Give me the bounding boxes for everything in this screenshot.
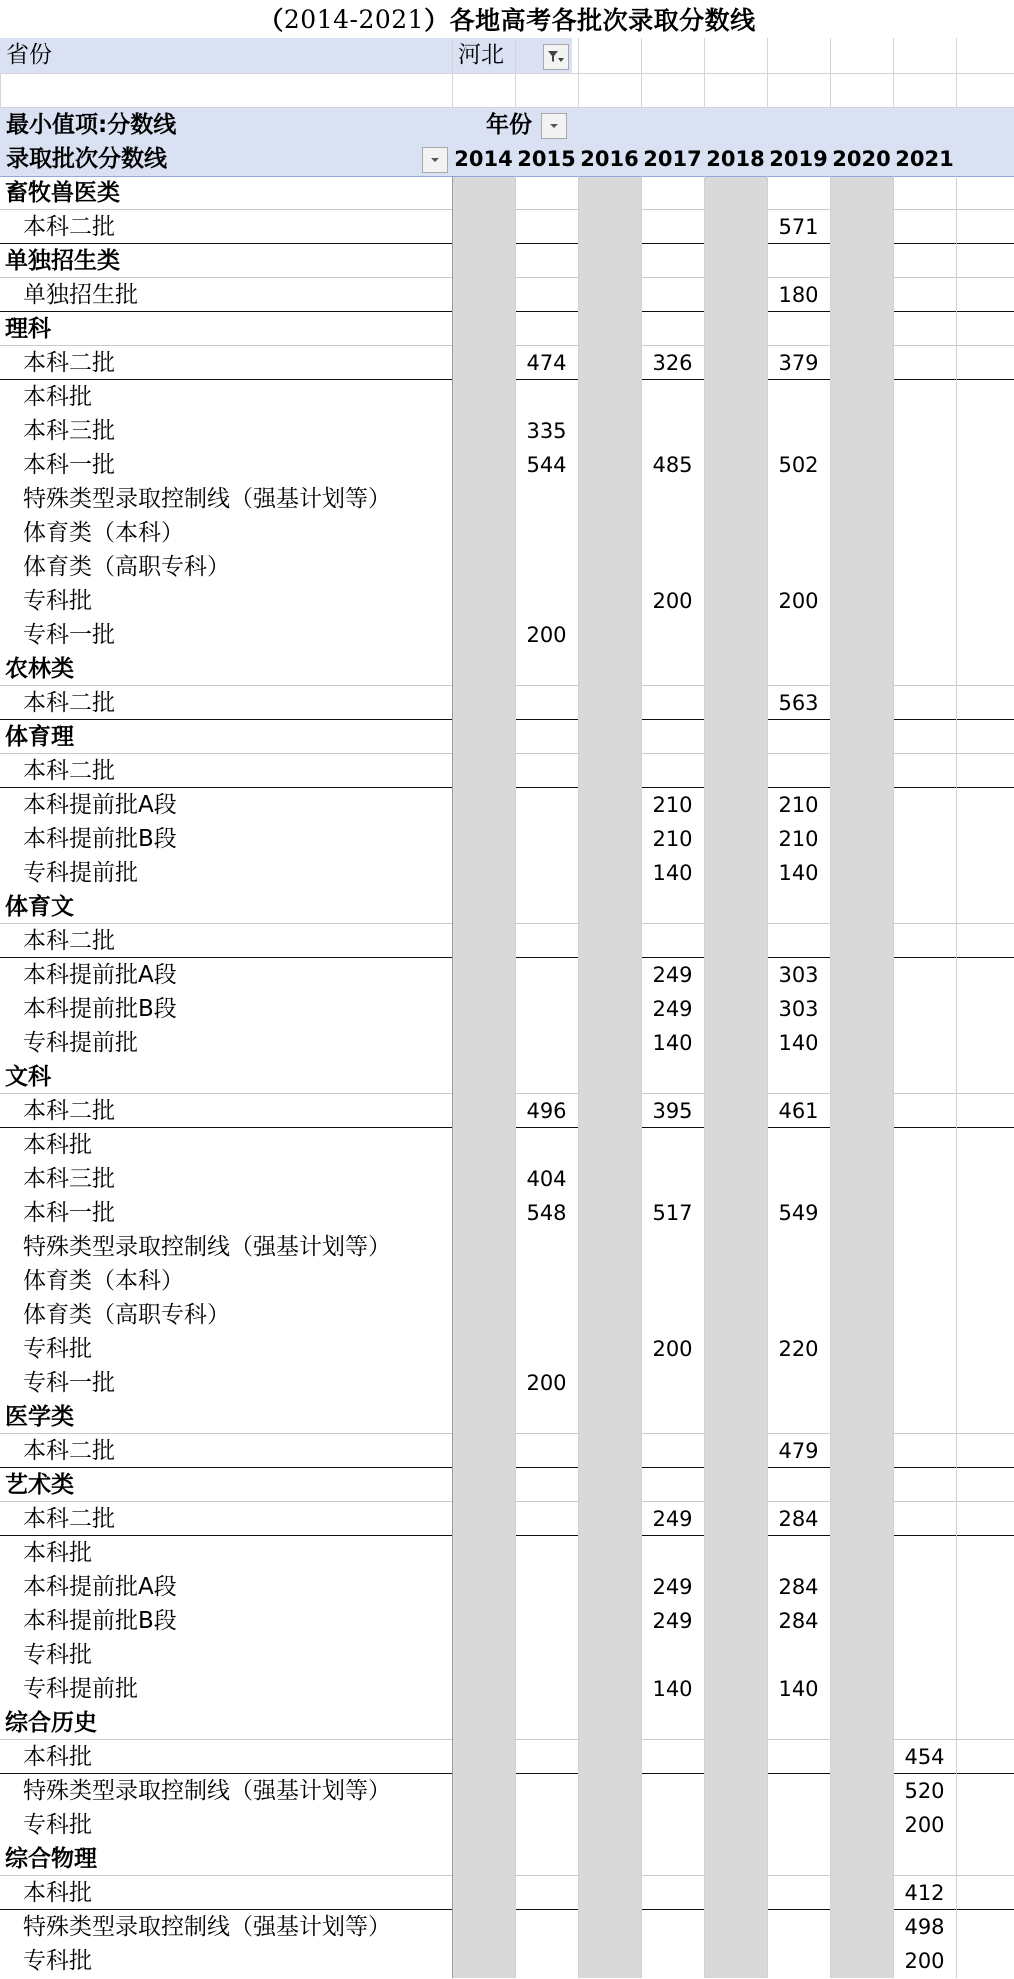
row-label: 体育类（高职专科） [23,1302,230,1328]
cell-value: 200 [526,623,567,647]
row-label: 专科批 [23,1336,92,1362]
header-divider [0,176,1014,177]
gridline [641,176,642,1978]
cell-value: 496 [526,1099,567,1123]
filter-icon [547,50,565,64]
row-label: 专科一批 [23,622,115,648]
row-label: 本科三批 [23,1166,115,1192]
row-label: 体育类（本科） [23,1268,184,1294]
cell-value: 200 [526,1371,567,1395]
gridline [0,107,1014,108]
group-label: 体育文 [5,894,74,920]
group-label: 艺术类 [5,1472,74,1498]
row-label: 本科批 [23,1744,92,1770]
row-label: 本科提前批A段 [23,792,177,818]
year-column-shade [704,176,767,1978]
row-label: 本科二批 [23,214,115,240]
gridline [956,176,957,1978]
cell-value: 517 [652,1201,693,1225]
cell-value: 412 [904,1881,945,1905]
row-label: 本科二批 [23,1438,115,1464]
cell-value: 140 [652,1031,693,1055]
row-label: 本科批 [23,1880,92,1906]
row-label: 本科二批 [23,1098,115,1124]
cell-value: 485 [652,453,693,477]
year-header-2016: 2016 [580,147,639,171]
value-field-label: 最小值项:分数线 [6,112,177,138]
gridline [767,176,768,1978]
year-header-2021: 2021 [895,147,954,171]
row-label: 专科一批 [23,1370,115,1396]
year-header-2020: 2020 [832,147,891,171]
row-label: 特殊类型录取控制线（强基计划等） [23,1778,391,1804]
year-header-2014: 2014 [454,147,513,171]
cell-value: 571 [778,215,819,239]
gridline [0,73,1014,74]
row-label: 本科提前批B段 [23,1608,177,1634]
group-label: 农林类 [5,656,74,682]
cell-value: 544 [526,453,567,477]
group-label: 综合物理 [5,1846,97,1872]
title-suffix: ）各地高考各批次录取分数线 [424,6,756,35]
sheet-title [0,0,1014,38]
row-label: 体育类（高职专科） [23,554,230,580]
cell-value: 563 [778,691,819,715]
row-label: 本科一批 [23,1200,115,1226]
row-label: 专科批 [23,1812,92,1838]
year-header-2018: 2018 [706,147,765,171]
cell-value: 200 [778,589,819,613]
column-field-dropdown[interactable] [541,113,567,139]
gridline [452,73,453,108]
cell-value: 549 [778,1201,819,1225]
cell-value: 498 [904,1915,945,1939]
chevron-down-icon [548,122,560,130]
group-label: 单独招生类 [5,248,120,274]
cell-value: 210 [652,827,693,851]
cell-value: 249 [652,963,693,987]
row-label: 本科提前批B段 [23,996,177,1022]
row-label: 专科批 [23,588,92,614]
year-column-shade [578,176,641,1978]
cell-value: 303 [778,997,819,1021]
year-header-2015: 2015 [517,147,576,171]
filter-dropdown-button[interactable] [543,44,569,70]
cell-value: 326 [652,351,693,375]
group-label: 医学类 [5,1404,74,1430]
row-label: 本科二批 [23,1506,115,1532]
title-years: 2014-2021 [283,4,425,34]
row-label: 专科批 [23,1948,92,1974]
row-label: 本科批 [23,1540,92,1566]
cell-value: 200 [652,589,693,613]
year-header-2017: 2017 [643,147,702,171]
row-label: 本科一批 [23,452,115,478]
cell-value: 140 [652,861,693,885]
cell-value: 303 [778,963,819,987]
cell-value: 140 [778,1677,819,1701]
row-label: 本科批 [23,384,92,410]
row-field-label: 录取批次分数线 [6,146,167,172]
gridline [893,176,894,1978]
gridline [830,176,831,1978]
cell-value: 249 [652,1575,693,1599]
row-label: 本科三批 [23,418,115,444]
row-label: 专科提前批 [23,860,138,886]
cell-value: 200 [652,1337,693,1361]
cell-value: 284 [778,1609,819,1633]
row-label: 本科二批 [23,350,115,376]
year-header-2019: 2019 [769,147,828,171]
cell-value: 220 [778,1337,819,1361]
cell-value: 200 [904,1813,945,1837]
cell-value: 140 [652,1677,693,1701]
group-label: 文科 [5,1064,51,1090]
title-prefix: （ [258,6,284,35]
row-label: 本科提前批B段 [23,826,177,852]
row-label: 专科提前批 [23,1676,138,1702]
year-column-shade [830,176,893,1978]
cell-value: 379 [778,351,819,375]
cell-value: 335 [526,419,567,443]
row-label: 专科批 [23,1642,92,1668]
cell-value: 502 [778,453,819,477]
row-label: 特殊类型录取控制线（强基计划等） [23,1914,391,1940]
year-column-shade [452,176,515,1978]
row-label: 专科提前批 [23,1030,138,1056]
cell-value: 249 [652,997,693,1021]
row-label: 本科批 [23,1132,92,1158]
cell-value: 200 [904,1949,945,1973]
row-label: 本科二批 [23,690,115,716]
gridline [704,176,705,1978]
row-label: 本科提前批A段 [23,1574,177,1600]
group-label: 理科 [5,316,51,342]
gridline [515,176,516,1978]
cell-value: 210 [778,827,819,851]
group-label: 体育理 [5,724,74,750]
row-field-dropdown[interactable] [422,147,448,173]
cell-value: 180 [778,283,819,307]
row-label: 特殊类型录取控制线（强基计划等） [23,1234,391,1260]
column-divider [452,176,453,1978]
row-label: 本科二批 [23,928,115,954]
filter-value[interactable]: 河北 [458,42,504,68]
cell-value: 210 [778,793,819,817]
gridline [0,73,1,108]
row-label: 本科提前批A段 [23,962,177,988]
chevron-down-icon [429,156,441,164]
cell-value: 395 [652,1099,693,1123]
cell-value: 548 [526,1201,567,1225]
row-label: 单独招生批 [23,282,138,308]
group-label: 综合历史 [5,1710,97,1736]
cell-value: 140 [778,861,819,885]
cell-value: 479 [778,1439,819,1463]
column-field-label: 年份 [486,112,532,138]
row-label: 特殊类型录取控制线（强基计划等） [23,486,391,512]
cell-value: 454 [904,1745,945,1769]
filter-label: 省份 [6,42,52,68]
cell-value: 284 [778,1575,819,1599]
cell-value: 520 [904,1779,945,1803]
cell-value: 140 [778,1031,819,1055]
cell-value: 249 [652,1609,693,1633]
cell-value: 461 [778,1099,819,1123]
cell-value: 474 [526,351,567,375]
cell-value: 404 [526,1167,567,1191]
row-label: 本科二批 [23,758,115,784]
row-label: 体育类（本科） [23,520,184,546]
gridline [578,176,579,1978]
group-label: 畜牧兽医类 [5,180,120,206]
cell-value: 249 [652,1507,693,1531]
cell-value: 284 [778,1507,819,1531]
cell-value: 210 [652,793,693,817]
